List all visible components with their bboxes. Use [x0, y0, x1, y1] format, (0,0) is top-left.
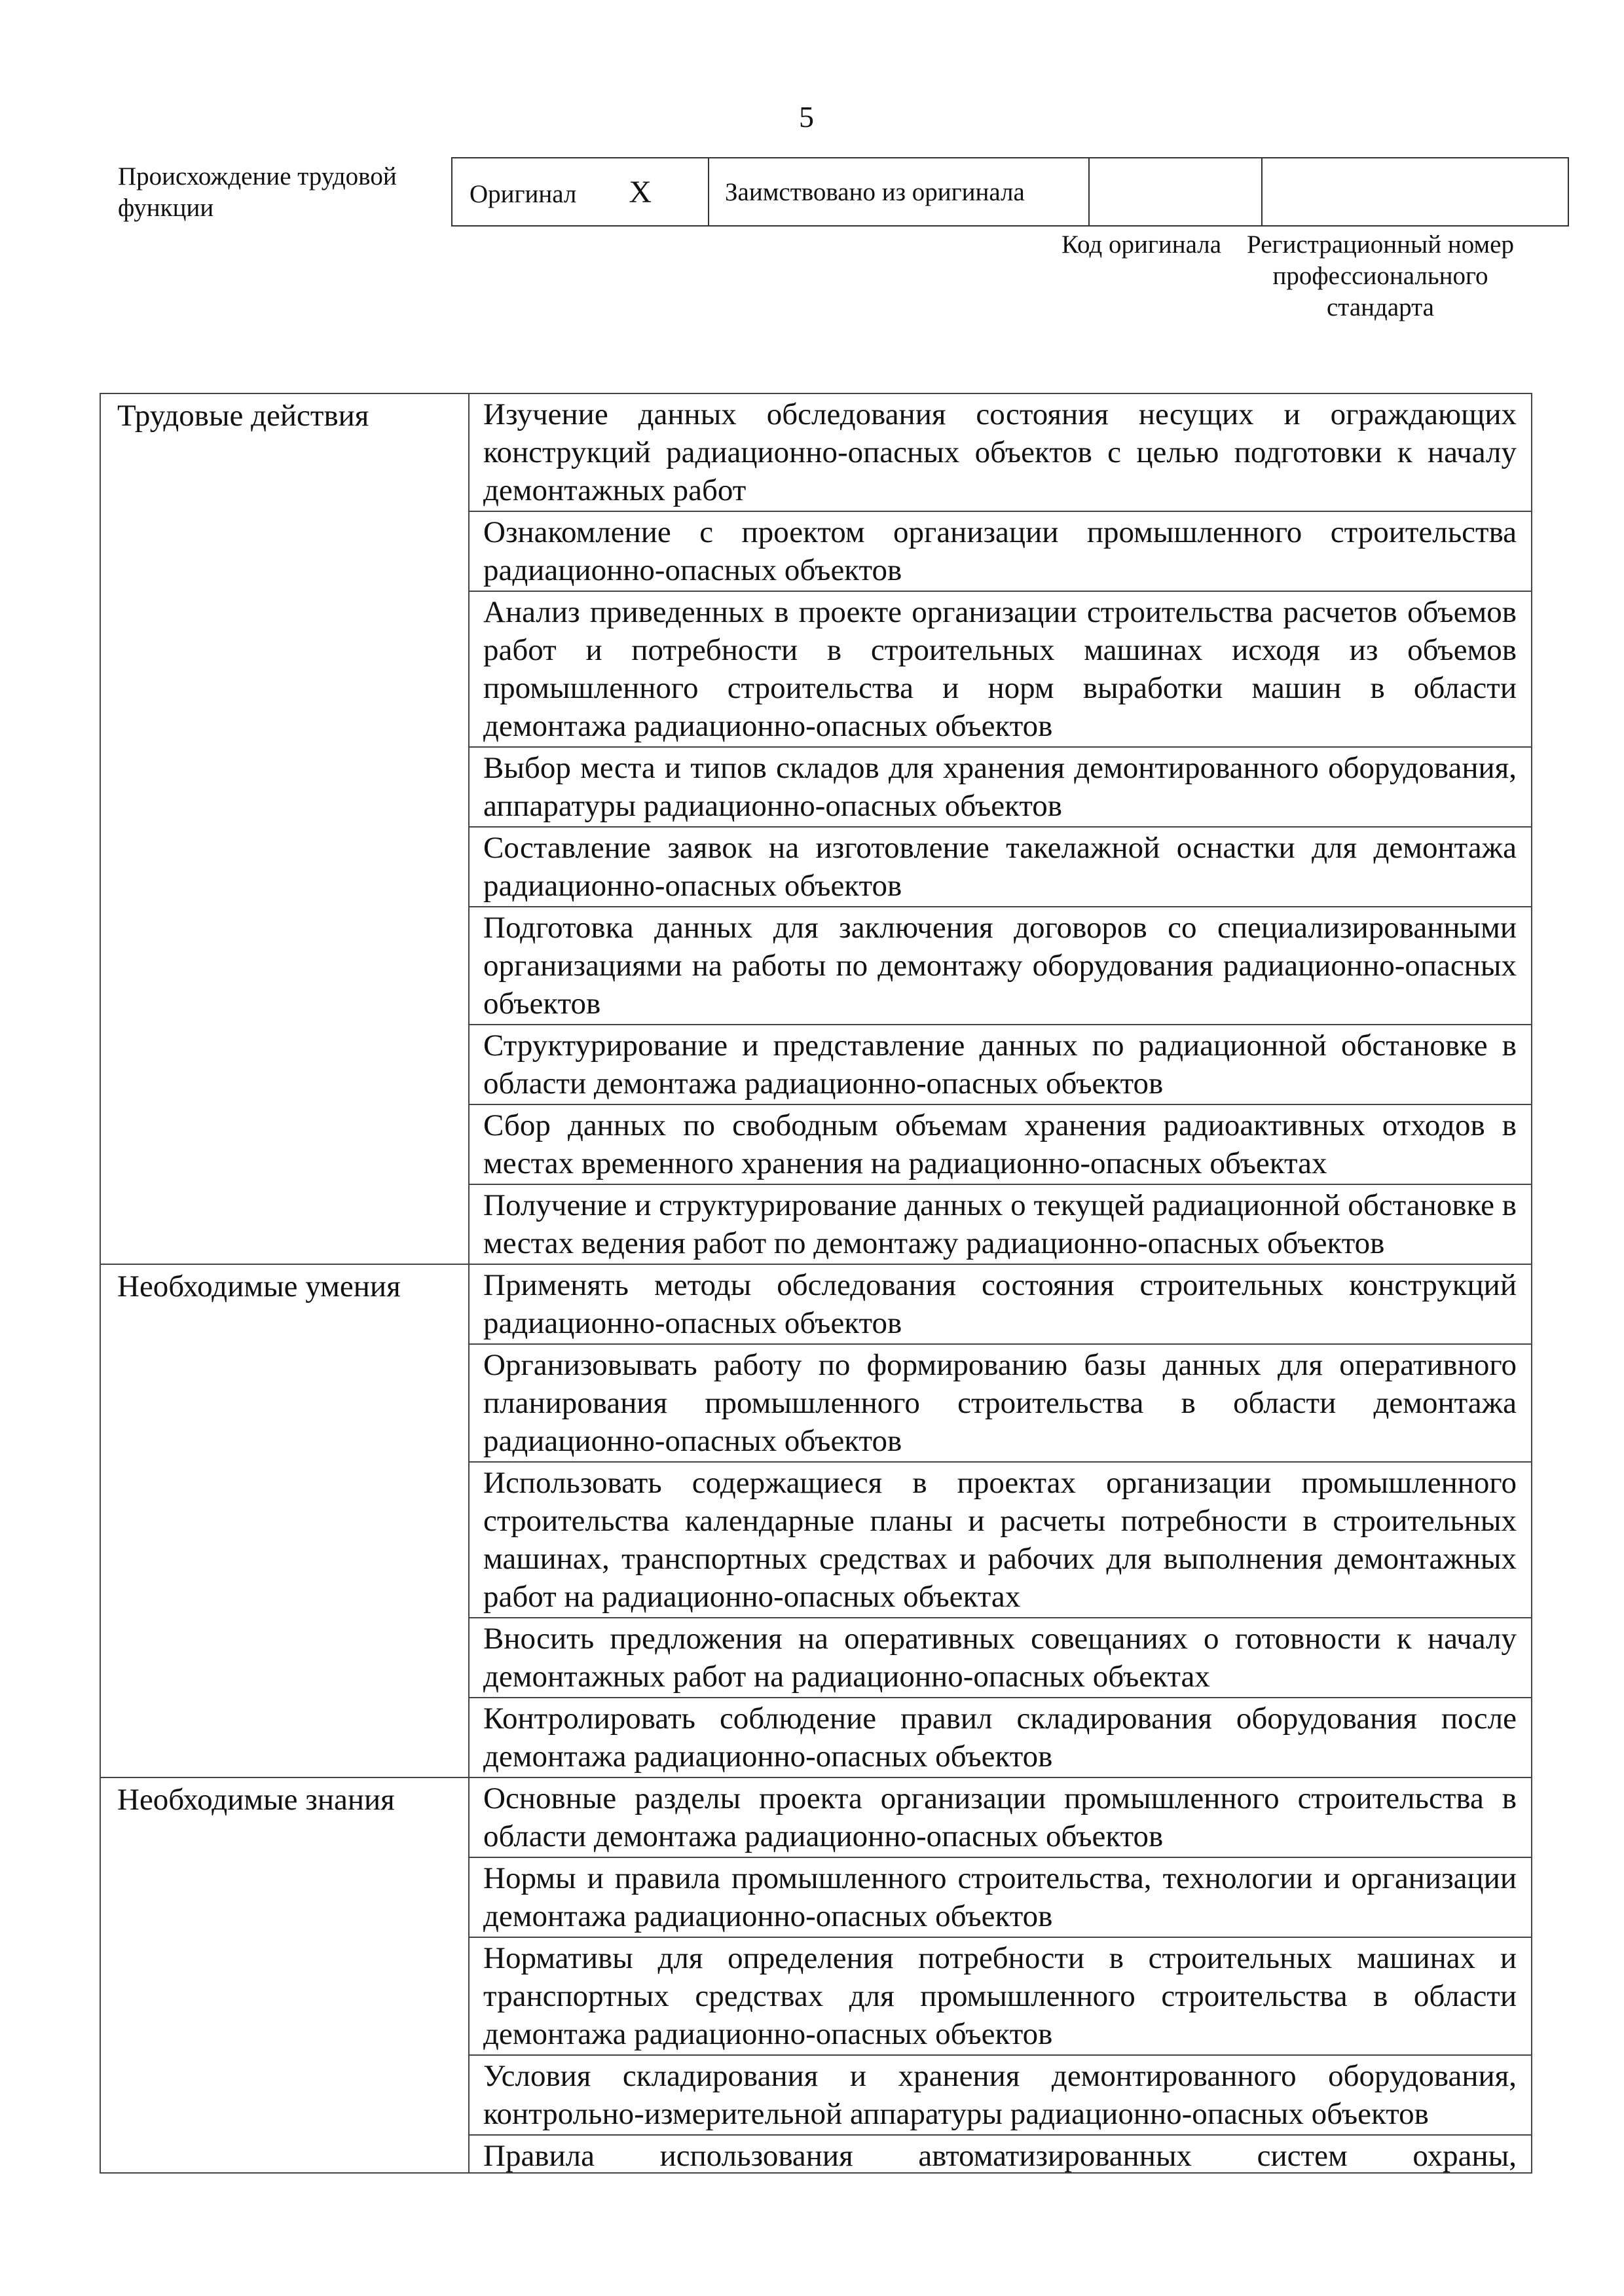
- section-label: Трудовые действия: [117, 399, 369, 433]
- section-label-cell: [100, 827, 469, 907]
- origin-reg-cell: [1262, 158, 1568, 226]
- item-cell: [469, 747, 1532, 827]
- item-text: Подготовка данных для заключения договоров со специализированными организациями на работы по демонтажу оборудования радиационно-опасных объектов: [483, 911, 1517, 1021]
- table-row: [100, 393, 1532, 511]
- table-row: [100, 1777, 1532, 1857]
- item-text: Составление заявок на изготовление такелажной оснастки для демонтажа радиационно-опасных объектов: [483, 831, 1517, 903]
- page-number: 5: [799, 100, 814, 134]
- item-cell: [469, 393, 1532, 511]
- item-cell: [469, 1937, 1532, 2055]
- section-label-cell: [100, 1344, 469, 1462]
- origin-original-label: Оригинал: [470, 179, 577, 208]
- table-row: [100, 1857, 1532, 1937]
- item-cell: [469, 907, 1532, 1025]
- item-cell: [469, 1264, 1532, 1344]
- origin-borrowed-cell: [709, 158, 1089, 226]
- item-cell: [469, 591, 1532, 747]
- origin-reg-caption: Регистрационный номер профессионального стандарта: [1247, 230, 1514, 321]
- origin-borrowed-label: Заимствовано из оригинала: [725, 177, 1025, 206]
- table-row: [100, 1618, 1532, 1698]
- item-cell: [469, 1025, 1532, 1104]
- section-label-cell: [100, 747, 469, 827]
- section-label-cell: [100, 1264, 469, 1344]
- origin-table: [451, 157, 1569, 227]
- item-text: Нормативы для определения потребности в строительных машинах и транспортных средствах для промышленного строительства в области демонтажа радиационно-опасных объектов: [483, 1941, 1517, 2051]
- item-cell: [469, 1344, 1532, 1462]
- section-label-cell: [100, 1618, 469, 1698]
- item-cell: [469, 1104, 1532, 1184]
- item-cell: [469, 1184, 1532, 1264]
- section-label-cell: [100, 1698, 469, 1777]
- section-label-cell: [100, 1857, 469, 1937]
- section-label: Необходимые умения: [117, 1269, 401, 1303]
- origin-original-mark: X: [629, 174, 652, 210]
- section-label-cell: [100, 2055, 469, 2135]
- item-cell: [469, 1462, 1532, 1618]
- origin-label: Происхождение трудовой функции: [118, 162, 397, 222]
- item-text: Получение и структурирование данных о текущей радиационной обстановке в местах ведения работ по демонтажу радиационно-опасных объектов: [483, 1188, 1517, 1260]
- table-row: [100, 1184, 1532, 1264]
- item-text: Вносить предложения на оперативных совещаниях о готовности к началу демонтажных работ на радиационно-опасных объектах: [483, 1622, 1517, 1694]
- section-label-cell: [100, 393, 469, 511]
- item-text: Контролировать соблюдение правил складирования оборудования после демонтажа радиационно-опасных объектов: [483, 1702, 1517, 1774]
- item-cell: [469, 2055, 1532, 2135]
- item-text: Выбор места и типов складов для хранения демонтированного оборудования, аппаратуры радиационно-опасных объектов: [483, 751, 1517, 823]
- table-row: [100, 1104, 1532, 1184]
- table-row: [100, 591, 1532, 747]
- item-text: Основные разделы проекта организации промышленного строительства в области демонтажа радиационно-опасных объектов: [483, 1781, 1517, 1853]
- table-row: [100, 747, 1532, 827]
- item-text: Ознакомление с проектом организации промышленного строительства радиационно-опасных объектов: [483, 515, 1517, 587]
- function-table: [100, 393, 1532, 2174]
- table-row: [100, 1025, 1532, 1104]
- item-text: Условия складирования и хранения демонтированного оборудования, контрольно-измерительной аппаратуры радиационно-опасных объектов: [483, 2059, 1517, 2131]
- item-text: Использовать содержащиеся в проектах организации промышленного строительства календарные планы и расчеты потребности в строительных машинах, транспортных средствах и рабочих для выполнения демонтажных работ на радиационно-опасных объектах: [483, 1466, 1517, 1614]
- table-row: [100, 1344, 1532, 1462]
- table-row: [100, 1462, 1532, 1618]
- section-label-cell: [100, 1777, 469, 1857]
- table-row: [100, 2055, 1532, 2135]
- item-text: Структурирование и представление данных по радиационной обстановке в области демонтажа радиационно-опасных объектов: [483, 1029, 1517, 1101]
- item-cell: [469, 1618, 1532, 1698]
- section-label-cell: [100, 2135, 469, 2173]
- origin-original-cell: [452, 158, 709, 226]
- section-label-cell: [100, 591, 469, 747]
- item-cell: [469, 1857, 1532, 1937]
- section-label-cell: [100, 1184, 469, 1264]
- item-cell: [469, 1698, 1532, 1777]
- origin-code-caption: Код оригинала: [1061, 230, 1222, 259]
- table-row: [100, 1937, 1532, 2055]
- table-row: [100, 1264, 1532, 1344]
- item-text: Организовывать работу по формированию базы данных для оперативного планирования промышленного строительства в области демонтажа радиационно-опасных объектов: [483, 1348, 1517, 1458]
- section-label-cell: [100, 1104, 469, 1184]
- item-text: Применять методы обследования состояния строительных конструкций радиационно-опасных объектов: [483, 1268, 1517, 1340]
- item-cell: [469, 2135, 1532, 2173]
- section-label: Необходимые знания: [117, 1783, 395, 1817]
- item-cell: [469, 511, 1532, 591]
- item-text: Анализ приведенных в проекте организации строительства расчетов объемов работ и потребности в строительных машинах исходя из объемов промышленного строительства и норм выработки машин в области демонтажа радиационно-опасных объектов: [483, 595, 1517, 743]
- table-row: [100, 2135, 1532, 2173]
- section-label-cell: [100, 1937, 469, 2055]
- item-text: Правила использования автоматизированных систем охраны,: [483, 2139, 1517, 2172]
- section-label-cell: [100, 1462, 469, 1618]
- section-label-cell: [100, 1025, 469, 1104]
- origin-code-cell: [1089, 158, 1262, 226]
- table-row: [100, 907, 1532, 1025]
- item-text: Сбор данных по свободным объемам хранения радиоактивных отходов в местах временного хранения на радиационно-опасных объектах: [483, 1108, 1517, 1180]
- item-text: Нормы и правила промышленного строительства, технологии и организации демонтажа радиационно-опасных объектов: [483, 1861, 1517, 1933]
- section-label-cell: [100, 511, 469, 591]
- item-text: Изучение данных обследования состояния несущих и ограждающих конструкций радиационно-опасных объектов с целью подготовки к началу демонтажных работ: [483, 397, 1517, 507]
- section-label-cell: [100, 907, 469, 1025]
- table-row: [100, 511, 1532, 591]
- table-row: [100, 827, 1532, 907]
- table-row: [100, 1698, 1532, 1777]
- item-cell: [469, 827, 1532, 907]
- item-cell: [469, 1777, 1532, 1857]
